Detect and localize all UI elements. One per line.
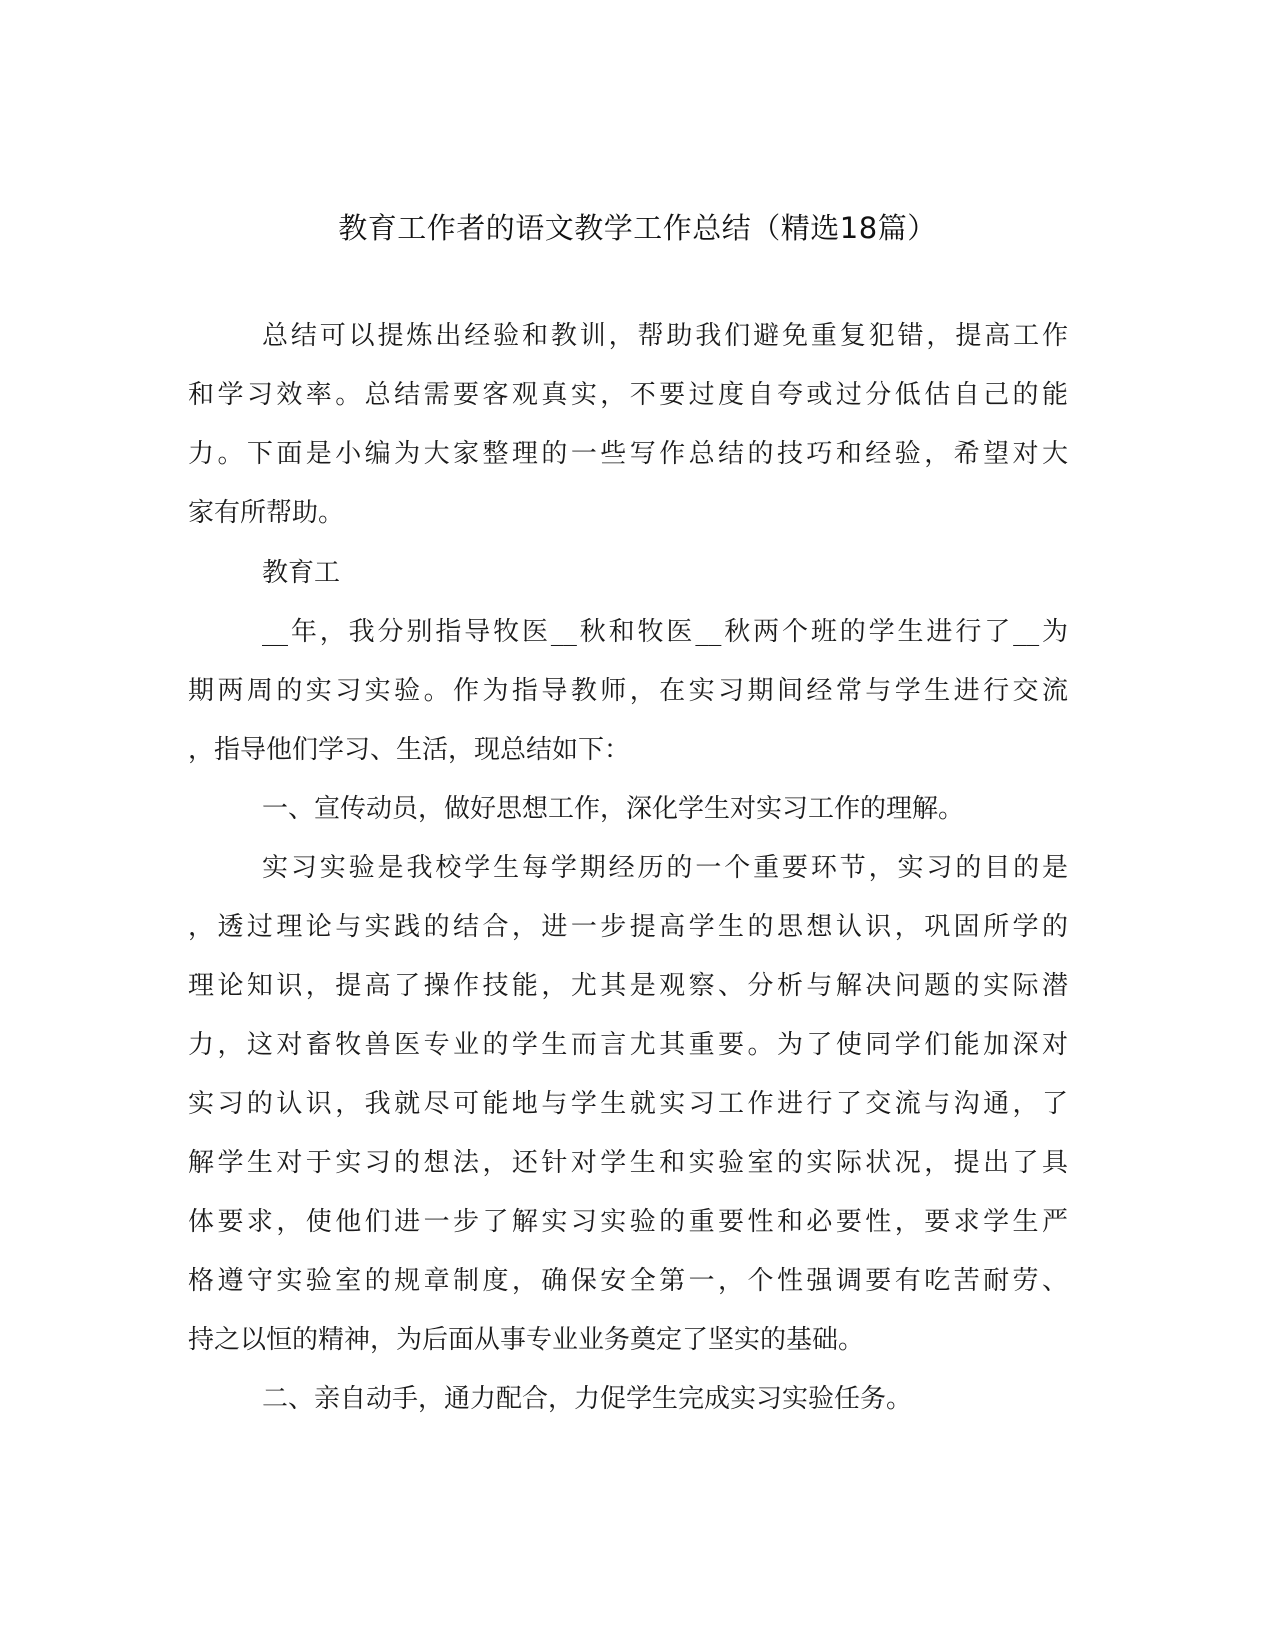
paragraph-line: 总结可以提炼出经验和教训，帮助我们避免重复犯错，提高工作: [262, 321, 1068, 351]
paragraph-line: ，指导他们学习、生活，现总结如下：: [188, 735, 631, 765]
paragraph-line: __年，我分别指导牧医__秋和牧医__秋两个班的学生进行了__为: [262, 617, 1068, 647]
paragraph-line: 实习实验是我校学生每学期经历的一个重要环节，实习的目的是: [262, 853, 1068, 883]
paragraph-line: 持之以恒的精神，为后面从事专业业务奠定了坚实的基础。: [188, 1325, 865, 1355]
section-heading: 二、亲自动手，通力配合，力促学生完成实习实验任务。: [262, 1384, 913, 1414]
paragraph-line: 力。下面是小编为大家整理的一些写作总结的技巧和经验，希望对大: [188, 439, 1068, 469]
paragraph-line: 解学生对于实习的想法，还针对学生和实验室的实际状况，提出了具: [188, 1148, 1068, 1178]
paragraph-line: 家有所帮助。: [188, 498, 345, 528]
paragraph-line: 格遵守实验室的规章制度，确保安全第一，个性强调要有吃苦耐劳、: [188, 1266, 1068, 1296]
paragraph-line: 力，这对畜牧兽医专业的学生而言尤其重要。为了使同学们能加深对: [188, 1030, 1068, 1060]
page-title: 教育工作者的语文教学工作总结（精选18篇）: [338, 211, 937, 245]
paragraph-line: 教育工: [262, 558, 341, 588]
paragraph-line: ，透过理论与实践的结合，进一步提高学生的思想认识，巩固所学的: [188, 912, 1068, 942]
section-heading: 一、宣传动员，做好思想工作，深化学生对实习工作的理解。: [262, 794, 965, 824]
paragraph-line: 期两周的实习实验。作为指导教师，在实习期间经常与学生进行交流: [188, 676, 1068, 706]
paragraph-line: 实习的认识，我就尽可能地与学生就实习工作进行了交流与沟通，了: [188, 1089, 1068, 1119]
paragraph-line: 和学习效率。总结需要客观真实，不要过度自夸或过分低估自己的能: [188, 380, 1068, 410]
paragraph-line: 理论知识，提高了操作技能，尤其是观察、分析与解决问题的实际潜: [188, 971, 1068, 1001]
paragraph-line: 体要求，使他们进一步了解实习实验的重要性和必要性，要求学生严: [188, 1207, 1068, 1237]
